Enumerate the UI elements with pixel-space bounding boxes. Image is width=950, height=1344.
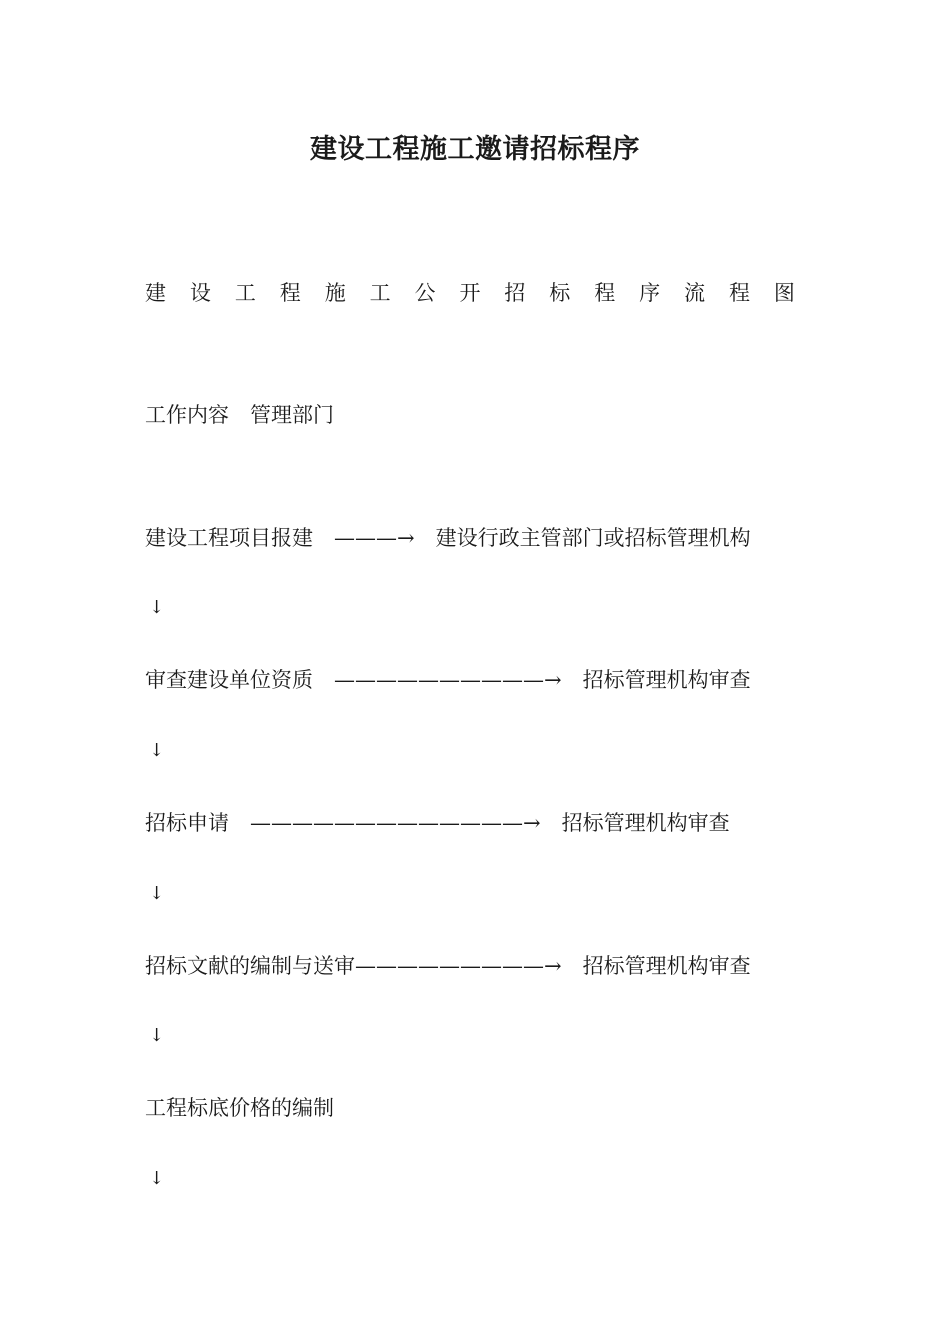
subtitle-char: 标 (549, 281, 571, 305)
subtitle-char: 设 (189, 281, 211, 305)
subtitle-char: 图 (773, 281, 795, 305)
subtitle-char: 建 (145, 281, 166, 305)
flowchart-subtitle (145, 279, 795, 307)
down-arrow-icon: ↓ (149, 1025, 165, 1046)
subtitle-char: 公 (414, 281, 436, 305)
subtitle-char: 招 (504, 281, 526, 305)
down-arrow-icon: ↓ (149, 740, 165, 761)
step-project-registration: 建设工程项目报建 ———→ 建设行政主管部门或招标管理机构 (145, 526, 751, 550)
subtitle-char: 开 (459, 281, 481, 305)
down-arrow-icon: ↓ (149, 1168, 165, 1189)
subtitle-char: 工 (234, 281, 256, 305)
step-base-price: 工程标底价格的编制 (145, 1096, 334, 1120)
subtitle-char: 程 (728, 281, 750, 305)
down-arrow-icon: ↓ (149, 883, 165, 904)
subtitle-char: 程 (279, 281, 301, 305)
subtitle-char: 程 (594, 281, 616, 305)
column-header: 工作内容 管理部门 (145, 403, 334, 427)
subtitle-char: 工 (369, 281, 391, 305)
document-title: 建设工程施工邀请招标程序 (310, 134, 640, 165)
step-qualification-review: 审查建设单位资质 ——————————→ 招标管理机构审查 (145, 668, 751, 692)
subtitle-char: 施 (324, 281, 346, 305)
step-tender-application: 招标申请 —————————————→ 招标管理机构审查 (145, 811, 730, 835)
down-arrow-icon: ↓ (149, 597, 165, 618)
subtitle-char: 序 (639, 281, 661, 305)
step-tender-documents: 招标文献的编制与送审—————————→ 招标管理机构审查 (145, 954, 751, 978)
subtitle-char: 流 (684, 281, 706, 305)
